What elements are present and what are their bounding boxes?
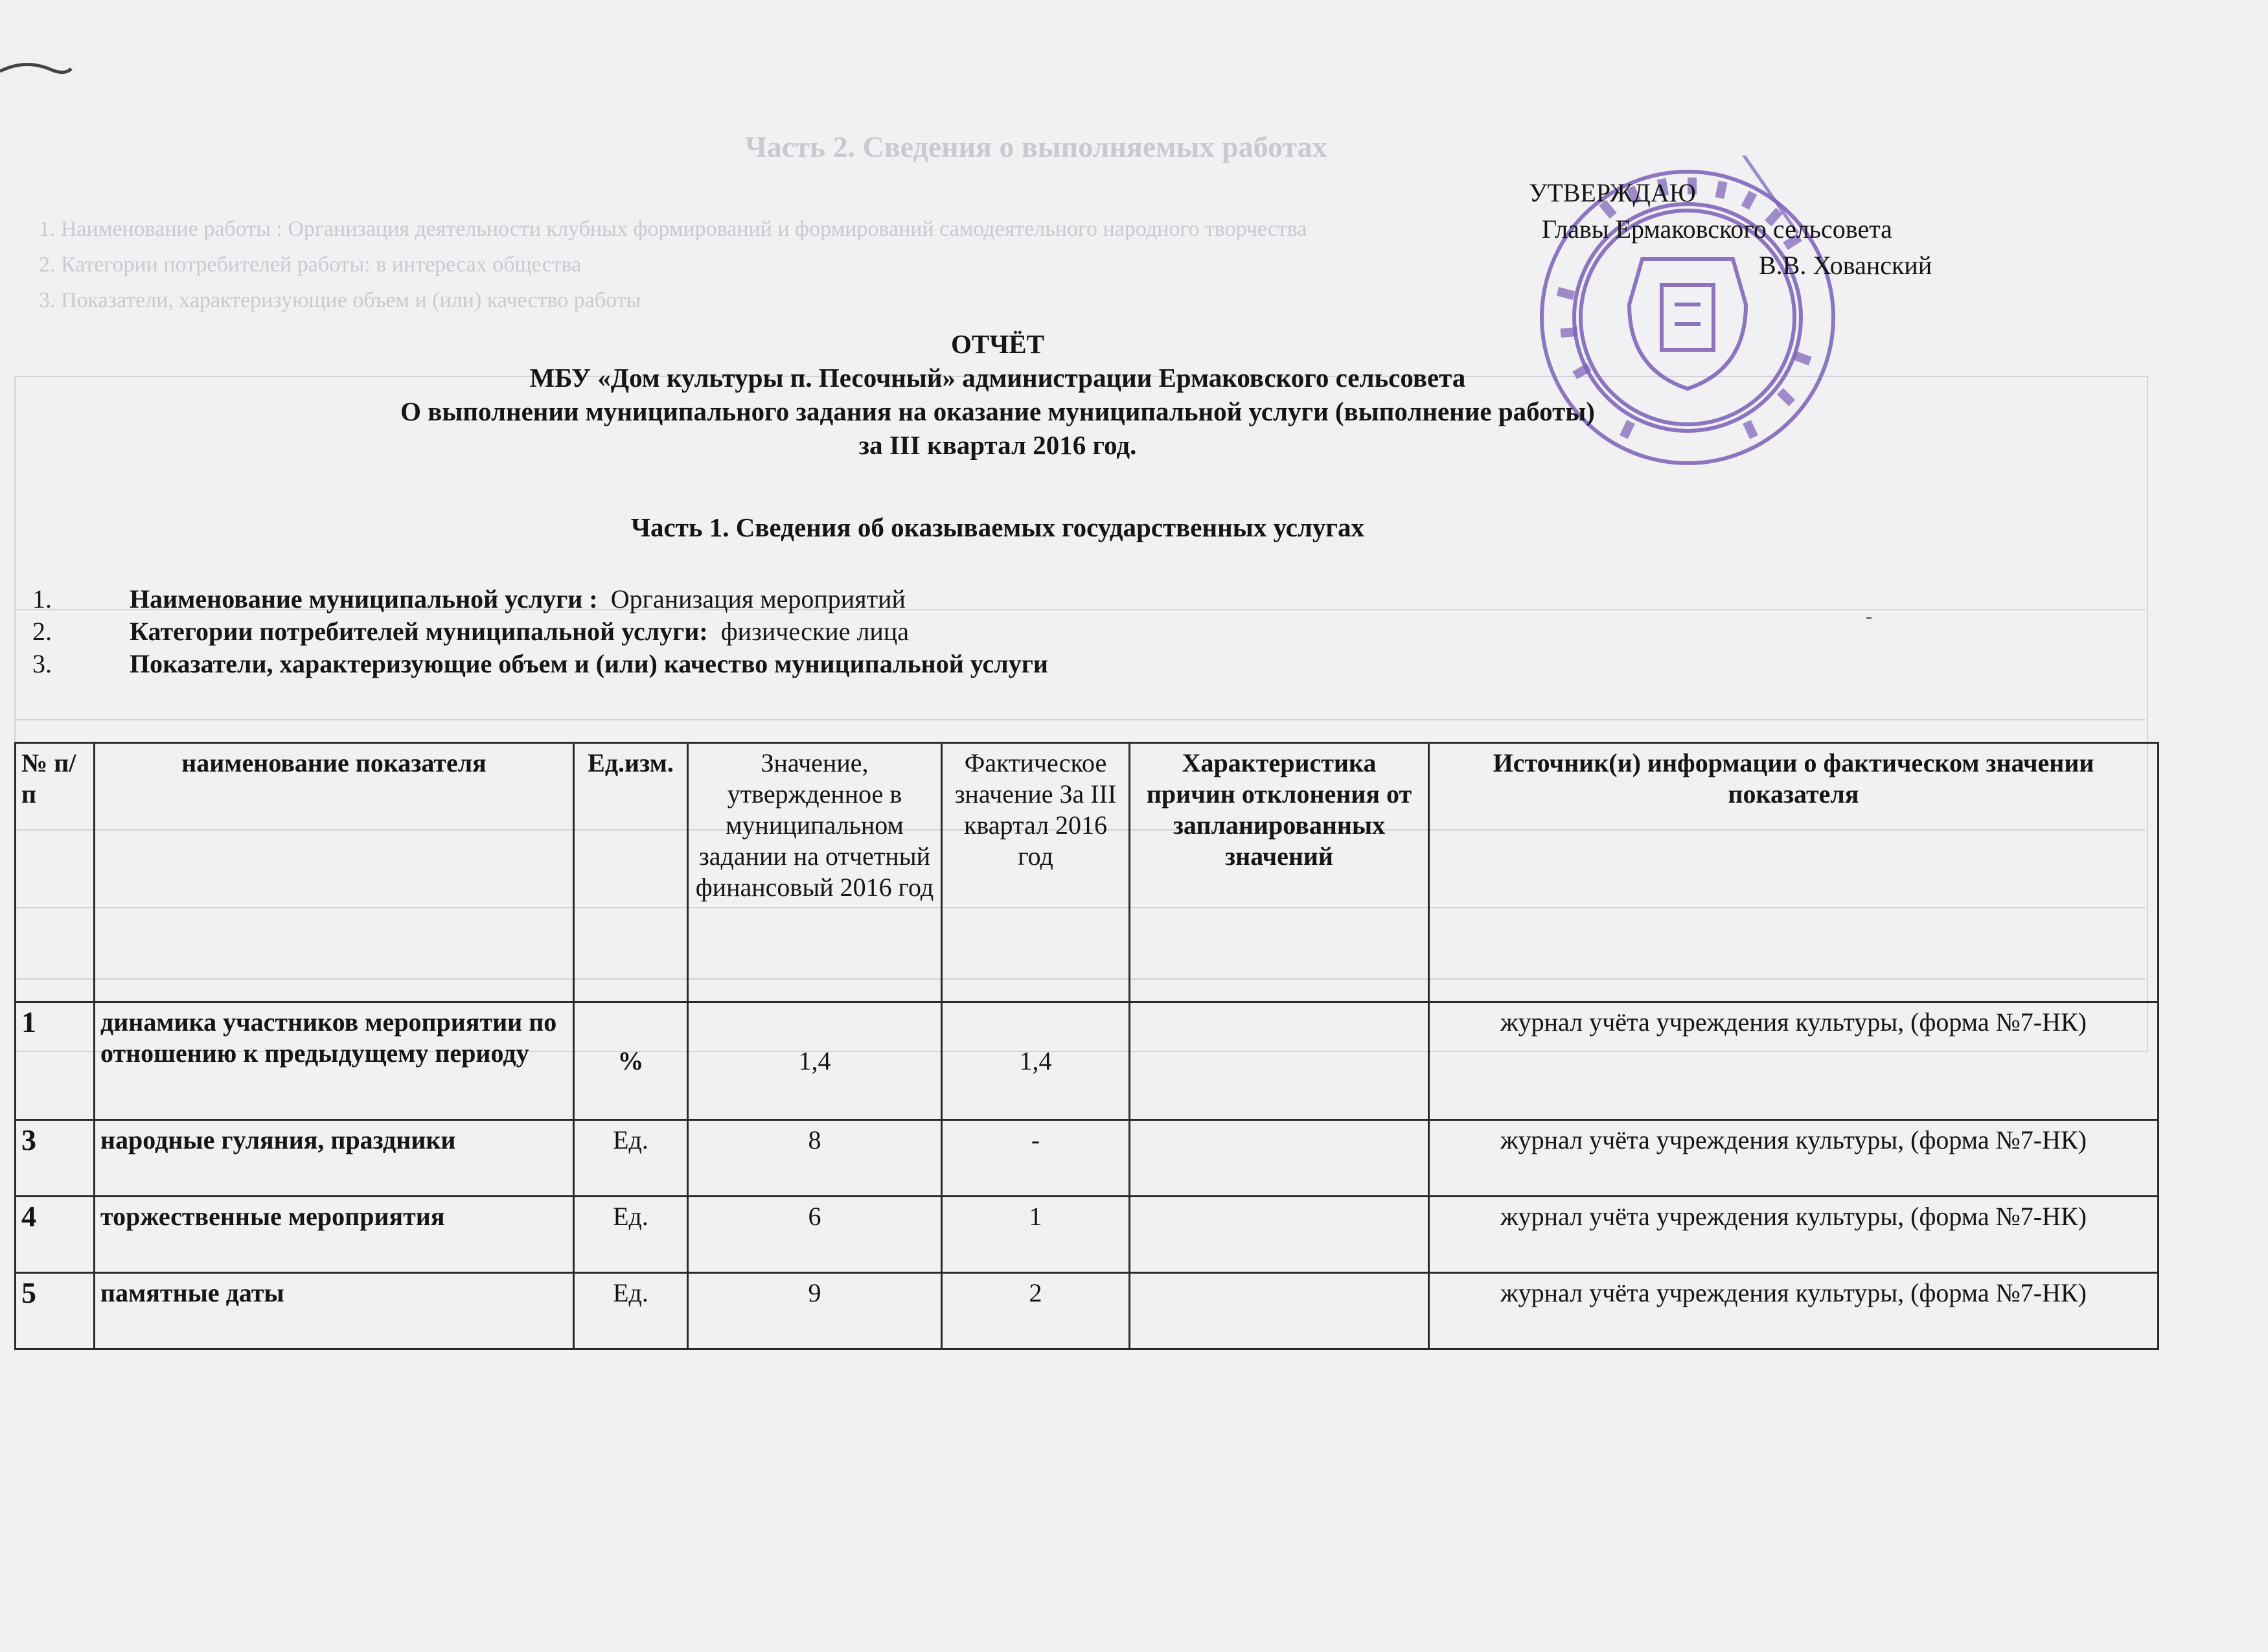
header-unit: Ед.изм. — [574, 743, 688, 1002]
row-planned: 1,4 — [688, 1002, 942, 1120]
row-fact: 1,4 — [942, 1002, 1130, 1120]
ghost-line: 3. Показатели, характеризующие объем и (или) качество работы — [39, 288, 641, 312]
row-source: журнал учёта учреждения культуры, (форма №7-НК) — [1429, 1273, 2159, 1349]
table-row — [16, 1197, 2159, 1273]
service-info-list — [32, 583, 1061, 680]
item-label: Наименование муниципальной услуги : — [130, 584, 598, 614]
ghost-title: Часть 2. Сведения о выполняемых работах — [745, 130, 1327, 163]
row-unit: % — [574, 1002, 688, 1120]
indicators-table — [14, 742, 2159, 1350]
row-unit: Ед. — [574, 1120, 688, 1197]
row-planned: 9 — [688, 1273, 942, 1349]
report-subject: О выполнении муниципального задания на оказание муниципальной услуги (выполнение работы) — [400, 396, 1595, 426]
table-row — [16, 1120, 2159, 1197]
table-header-row — [16, 743, 2159, 1002]
row-num: 4 — [16, 1197, 95, 1273]
list-item — [32, 615, 1061, 648]
header-reason: Характеристика причин отклонения от запланированных значений — [1130, 743, 1429, 1002]
ghost-row — [14, 719, 2146, 720]
header-source: Источник(и) информации о фактическом значении показателя — [1429, 743, 2159, 1002]
report-period: за III квартал 2016 год. — [858, 430, 1137, 460]
header-fact: Фактическое значение За III квартал 2016 год — [942, 743, 1130, 1002]
report-organization: МБУ «Дом культуры п. Песочный» администрации Ермаковского сельсовета — [529, 363, 1466, 393]
item-number: 1. — [32, 584, 52, 614]
approval-header: УТВЕРЖДАЮ — [1529, 178, 1696, 207]
row-name: торжественные мероприятия — [95, 1197, 574, 1273]
approval-signatory: В.В. Хованский — [1759, 251, 1932, 280]
row-fact: 2 — [942, 1273, 1130, 1349]
row-unit: Ед. — [574, 1273, 688, 1349]
row-fact: 1 — [942, 1197, 1130, 1273]
report-title-block — [304, 327, 1691, 462]
item-number: 3. — [32, 649, 52, 678]
list-item — [32, 583, 1061, 615]
item-value: Организация мероприятий — [610, 584, 906, 614]
row-reason — [1130, 1197, 1429, 1273]
row-fact: - — [942, 1120, 1130, 1197]
row-planned: 8 — [688, 1120, 942, 1197]
item-number: 2. — [32, 617, 52, 646]
header-num: № п/п — [16, 743, 95, 1002]
table-row — [16, 1002, 2159, 1120]
row-name: памятные даты — [95, 1273, 574, 1349]
row-num: 1 — [16, 1002, 95, 1120]
stray-mark: - — [1866, 606, 1872, 627]
row-planned: 6 — [688, 1197, 942, 1273]
item-value: физические лица — [720, 617, 909, 646]
header-planned: Значение, утвержденное в муниципальном задании на отчетный финансовый 2016 год — [688, 743, 942, 1002]
item-label: Показатели, характеризующие объем и (или) качество муниципальной услуги — [130, 649, 1048, 678]
row-source: журнал учёта учреждения культуры, (форма №7-НК) — [1429, 1120, 2159, 1197]
row-name: динамика участников мероприятии по отношению к предыдущему периоду — [95, 1002, 574, 1120]
item-label: Категории потребителей муниципальной услуги: — [130, 617, 708, 646]
row-name: народные гуляния, праздники — [95, 1120, 574, 1197]
row-source: журнал учёта учреждения культуры, (форма №7-НК) — [1429, 1002, 2159, 1120]
row-reason — [1130, 1002, 1429, 1120]
section-heading: Часть 1. Сведения об оказываемых государственных услугах — [630, 512, 1365, 542]
row-reason — [1130, 1120, 1429, 1197]
row-unit: Ед. — [574, 1197, 688, 1273]
table-row — [16, 1273, 2159, 1349]
row-source: журнал учёта учреждения культуры, (форма №7-НК) — [1429, 1197, 2159, 1273]
row-num: 3 — [16, 1120, 95, 1197]
approval-position: Главы Ермаковского сельсовета — [1542, 214, 1892, 244]
header-name: наименование показателя — [95, 743, 574, 1002]
paperclip-mark — [0, 52, 78, 91]
ghost-line: 2. Категории потребителей работы: в интересах общества — [39, 253, 582, 277]
approval-block — [1529, 175, 1982, 284]
row-num: 5 — [16, 1273, 95, 1349]
report-title: ОТЧЁТ — [950, 329, 1045, 359]
list-item — [32, 648, 1061, 680]
ghost-line: 1. Наименование работы : Организация деятельности клубных формирований и формирований самодеятельного народного творчества — [39, 217, 1307, 241]
row-reason — [1130, 1273, 1429, 1349]
